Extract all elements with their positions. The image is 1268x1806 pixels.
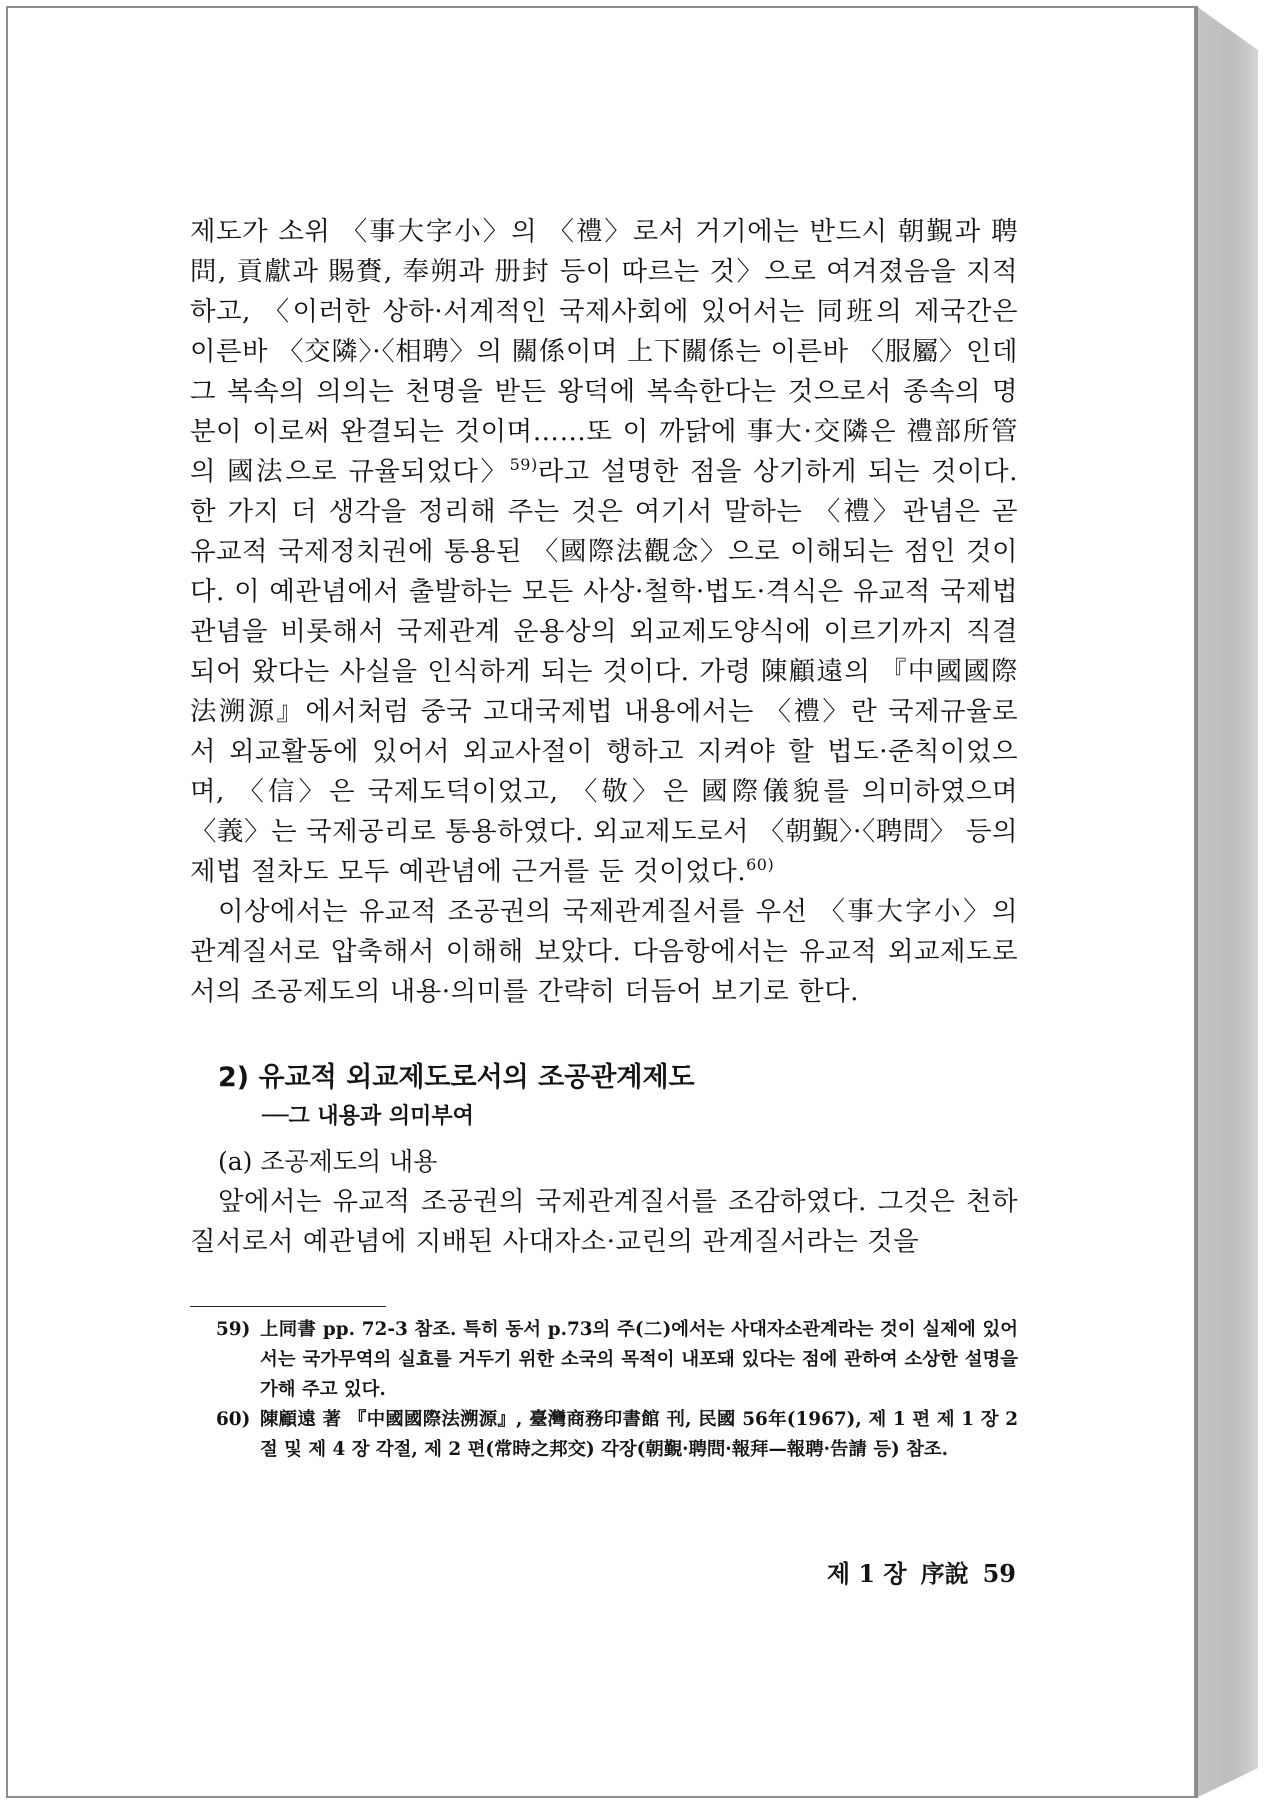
subsection-heading: (a) 조공제도의 내용 <box>218 1147 438 1176</box>
paragraph-3: 앞에서는 유교적 조공권의 국제관계질서를 조감하였다. 그것은 천하질서로서 예관념에 지배된 사대자소·교린의 관계질서라는 것을 <box>190 1186 1018 1257</box>
page-stack-edge <box>1196 6 1258 1798</box>
page-number: 59 <box>982 1559 1016 1588</box>
paragraph-1-text-continued: 라고 설명한 점을 상기하게 되는 것이다. 한 가지 더 생각을 정리해 주는 것은 여기서 말하는 〈禮〉관념은 곧 유교적 국제정치권에 통용된 〈國際法觀念〉으로 이해되는 점인 것이다. 이 예관념에서 출발하는 모든 사상·철학·법도·격식은 유교적 국제법관념을 비롯해서 국제관계 운용상의 외교제도양식에 이르기까지 직결되어 왔다는 사실을 인식하게 되는 것이다. 가령 陳顧遠의 『中國國際法溯源』에서처럼 중국 고대국제법 내용에서는 〈禮〉란 국제규율로서 외교활동에 있어서 외교사절이 행하고 지켜야 할 법도·준칙이었으며, 〈信〉은 국제도덕이었고, 〈敬〉은 國際儀貌를 의미하였으며 〈義〉는 국제공리로 통용하였다. 외교제도로서 〈朝覲〉·〈聘問〉 등의 제법 절차도 모두 예관념에 근거를 둔 것이었다. <box>190 456 1018 887</box>
footnote-number: 60) <box>216 1409 251 1430</box>
footnote-number: 59) <box>216 1319 251 1340</box>
footer-chapter: 제 1 장 <box>826 1559 907 1588</box>
running-footer <box>800 1554 1016 1589</box>
page-edge-line <box>1196 6 1198 1798</box>
paragraph-1-text: 제도가 소위 〈事大字小〉의 〈禮〉로서 거기에는 반드시 朝覲과 聘問, 貢獻과 賜賚, 奉朔과 册封 등이 따르는 것〉으로 여겨졌음을 지적하고, 〈이러한 상하·서계적인 국제사회에 있어서는 同班의 제국간은 이른바 〈交隣〉·〈相聘〉의 關係이며 上下關係는 이른바 〈服屬〉인데 그 복속의 의의는 천명을 받든 왕덕에 복속한다는 것으로서 종속의 명분이 이로써 완결되는 것이며……또 이 까닭에 事大·交隣은 禮部所管의 國法으로 규율되었다〉 <box>190 216 1018 487</box>
footnote-text: 上同書 pp. 72-3 참조. 특히 동서 p.73의 주(二)에서는 사대자소관계라는 것이 실제에 있어서는 국가무역의 실효를 거두기 위한 소국의 목적이 내포돼 있다는 점에 관하여 소상한 설명을 가해 주고 있다. <box>260 1319 1018 1400</box>
footnote-text: 陳顧遠 著 『中國國際法溯源』, 臺灣商務印書館 刊, 民國 56年(1967), 제 1 편 제 1 장 2절 및 제 4 장 각절, 제 2 편(常時之邦交) 각장(朝覲·聘問·報拜—報聘·告請 등) 참조. <box>260 1409 1018 1460</box>
footnotes <box>190 1315 1018 1465</box>
section-heading: 2) 유교적 외교제도로서의 조공관계제도 <box>218 1062 695 1093</box>
footnote-ref-59: 59) <box>509 455 538 475</box>
footer-section: 序說 <box>920 1559 969 1588</box>
paragraph-2: 이상에서는 유교적 조공권의 국제관계질서를 우선 〈事大字小〉의 관계질서로 압축해서 이해해 보았다. 다음항에서는 유교적 외교제도로서의 조공제도의 내용·의미를 간략히 더듬어 보기로 한다. <box>190 896 1018 1007</box>
footnote-divider <box>190 1306 386 1307</box>
section-body <box>190 1182 1018 1262</box>
paragraph-1 <box>190 212 1018 892</box>
footnote-60 <box>216 1405 1018 1465</box>
body-text <box>190 212 1018 1012</box>
footnote-59 <box>216 1315 1018 1405</box>
page-content <box>190 212 1018 1465</box>
section-subheading: ──그 내용과 의미부여 <box>262 1104 474 1129</box>
footnote-ref-60: 60) <box>746 855 775 875</box>
